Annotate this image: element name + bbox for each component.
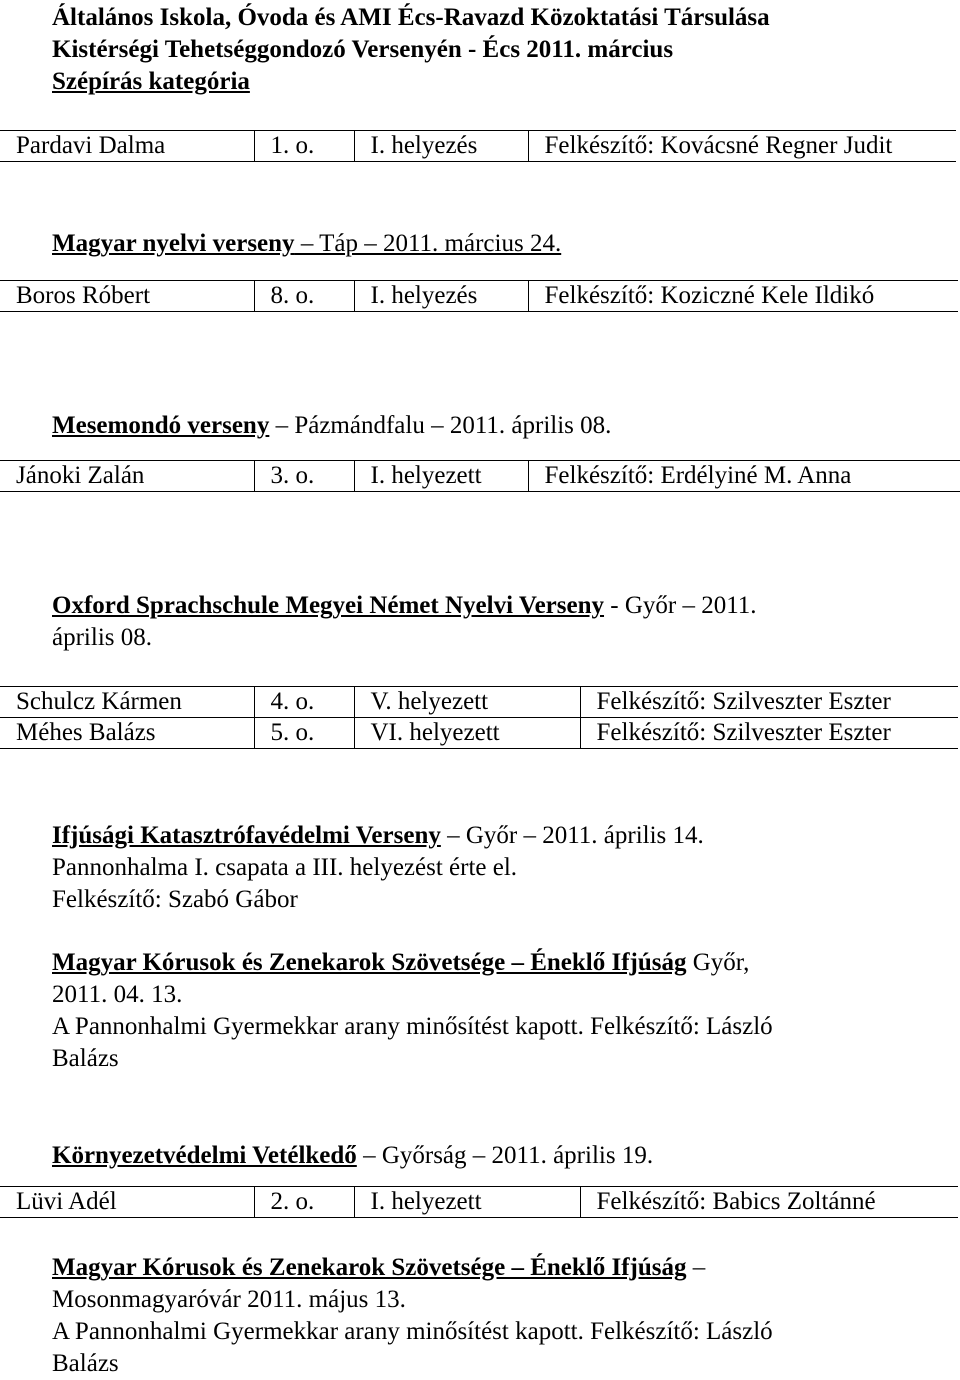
table-row (0, 281, 958, 312)
table-row (0, 461, 960, 492)
section-title: Környezetvédelmi Vetélkedő (52, 1142, 357, 1169)
grade: 1. o. (254, 131, 354, 162)
teacher: Felkészítő: Szilveszter Eszter (580, 687, 958, 718)
section-details: – Táp – 2011. március 24. (294, 230, 562, 257)
table-row (0, 131, 956, 162)
section-details: Győr, (686, 949, 750, 976)
results-table-oxford (0, 686, 958, 749)
grade: 8. o. (254, 281, 354, 312)
header-line-1: Általános Iskola, Óvoda és AMI Écs-Ravazd Közoktatási Társulása (52, 4, 770, 31)
grade: 2. o. (254, 1187, 354, 1218)
section-oxford (52, 590, 757, 654)
section-result: A Pannonhalmi Gyermekkar arany minősítést kapott. Felkészítő: László (52, 1013, 773, 1040)
section-title: Oxford Sprachschule Megyei Német Nyelvi Verseny (52, 592, 605, 619)
header-line-2: Kistérségi Tehetséggondozó Versenyén - Écs 2011. március (52, 36, 674, 63)
results-table-kornyezetvedelmi (0, 1186, 958, 1218)
placement: VI. helyezett (354, 718, 580, 749)
section-title: Magyar nyelvi verseny (52, 230, 295, 257)
section-date: Mosonmagyaróvár 2011. május 13. (52, 1286, 406, 1313)
placement: I. helyezés (354, 131, 528, 162)
section-katasztrofavedelmi (52, 820, 704, 916)
section-details: – Győr – 2011. április 14. (440, 822, 704, 849)
section-details: – Pázmándfalu – 2011. április 08. (269, 412, 612, 439)
section-kornyezetvedelmi (52, 1140, 653, 1172)
table-row (0, 687, 958, 718)
grade: 5. o. (254, 718, 354, 749)
results-table-mesemondo (0, 460, 960, 492)
section-details: - Győr – 2011. (604, 592, 757, 619)
section-details: – Győrság – 2011. április 19. (356, 1142, 654, 1169)
teacher: Felkészítő: Kovácsné Regner Judit (528, 131, 956, 162)
section-eneklo-ifjusag-mosonmagyarovar (52, 1252, 773, 1380)
section-title: Magyar Kórusok és Zenekarok Szövetsége – Éneklő Ifjúság (52, 949, 687, 976)
section-result: A Pannonhalmi Gyermekkar arany minősítést kapott. Felkészítő: László (52, 1318, 773, 1345)
teacher: Felkészítő: Erdélyiné M. Anna (528, 461, 960, 492)
section-title: Ifjúsági Katasztrófavédelmi Verseny (52, 822, 441, 849)
section-eneklo-ifjusag-gyor (52, 947, 773, 1075)
student-name: Lüvi Adél (0, 1187, 254, 1218)
section-magyar-nyelvi (52, 228, 561, 260)
student-name: Jánoki Zalán (0, 461, 254, 492)
student-name: Pardavi Dalma (0, 131, 254, 162)
table-row (0, 1187, 958, 1218)
section-result-cont: Balázs (52, 1045, 119, 1072)
section-mesemondo (52, 410, 611, 442)
placement: I. helyezett (354, 1187, 580, 1218)
section-date: 2011. 04. 13. (52, 981, 183, 1008)
section-result-cont: Balázs (52, 1350, 119, 1377)
placement: V. helyezett (354, 687, 580, 718)
section-teacher: Felkészítő: Szabó Gábor (52, 886, 298, 913)
teacher: Felkészítő: Babics Zoltánné (580, 1187, 958, 1218)
placement: I. helyezett (354, 461, 528, 492)
student-name: Boros Róbert (0, 281, 254, 312)
grade: 3. o. (254, 461, 354, 492)
student-name: Méhes Balázs (0, 718, 254, 749)
teacher: Felkészítő: Koziczné Kele Ildikó (528, 281, 958, 312)
section-title: Magyar Kórusok és Zenekarok Szövetsége – Éneklő Ifjúság (52, 1254, 687, 1281)
placement: I. helyezés (354, 281, 528, 312)
section-details: – (686, 1254, 706, 1281)
grade: 4. o. (254, 687, 354, 718)
section-result: Pannonhalma I. csapata a III. helyezést érte el. (52, 854, 518, 881)
table-row (0, 718, 958, 749)
section-date: április 08. (52, 624, 152, 651)
teacher: Felkészítő: Szilveszter Eszter (580, 718, 958, 749)
header-line-3: Szépírás kategória (52, 68, 250, 95)
section-title: Mesemondó verseny (52, 412, 270, 439)
results-table-szepiras (0, 130, 956, 162)
results-table-magyar-nyelvi (0, 280, 958, 312)
student-name: Schulcz Kármen (0, 687, 254, 718)
document-header (52, 2, 770, 98)
